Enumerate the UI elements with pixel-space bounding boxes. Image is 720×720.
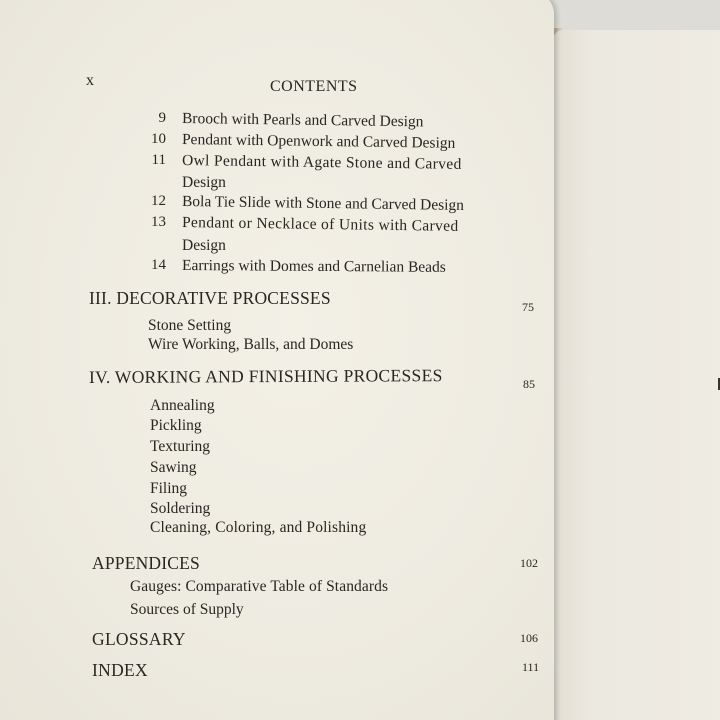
facing-page (553, 30, 720, 720)
section-item: Stone Setting (148, 317, 232, 334)
section-item: Pickling (150, 417, 202, 434)
project-title-continued: Design (182, 237, 226, 254)
section-heading: APPENDICES (92, 553, 200, 573)
section-page-number: 85 (523, 377, 535, 391)
project-number: 11 (151, 152, 166, 168)
project-number: 12 (151, 193, 166, 209)
section-heading: IV. WORKING AND FINISHING PROCESSES (88, 365, 443, 387)
project-title: Owl Pendant with Agate Stone and Carved (181, 152, 462, 173)
section-item: Filing (150, 480, 188, 497)
section-item: Cleaning, Coloring, and Polishing (150, 519, 367, 536)
section-item: Sawing (150, 459, 197, 476)
section-item: Wire Working, Balls, and Domes (148, 336, 354, 353)
project-title: Pendant or Necklace of Units with Carved (181, 214, 459, 235)
section-page-number: 75 (522, 300, 534, 314)
section-item: Annealing (150, 397, 215, 414)
section-heading: GLOSSARY (92, 629, 186, 649)
section-page-number: 106 (520, 631, 538, 645)
page-title: CONTENTS (270, 78, 358, 95)
section-item: Texturing (150, 438, 211, 455)
section-item: Gauges: Comparative Table of Standards (130, 578, 389, 595)
project-number: 9 (158, 110, 166, 126)
project-number: 10 (151, 131, 166, 147)
section-page-number: 111 (522, 660, 540, 674)
project-title-continued: Design (182, 174, 226, 191)
section-page-number: 102 (520, 556, 538, 570)
project-number: 13 (151, 214, 166, 230)
project-title: Brooch with Pearls and Carved Design (181, 110, 424, 131)
section-heading: INDEX (92, 660, 148, 680)
section-item: Soldering (150, 500, 211, 517)
project-title: Bola Tie Slide with Stone and Carved Design (181, 193, 465, 214)
section-item: Sources of Supply (130, 601, 244, 618)
project-title: Pendant with Openwork and Carved Design (181, 131, 456, 152)
project-title: Earrings with Domes and Carnelian Beads (181, 257, 446, 276)
section-heading: III. DECORATIVE PROCESSES (89, 288, 331, 308)
page-number-roman: x (86, 72, 94, 89)
project-number: 14 (151, 257, 166, 273)
